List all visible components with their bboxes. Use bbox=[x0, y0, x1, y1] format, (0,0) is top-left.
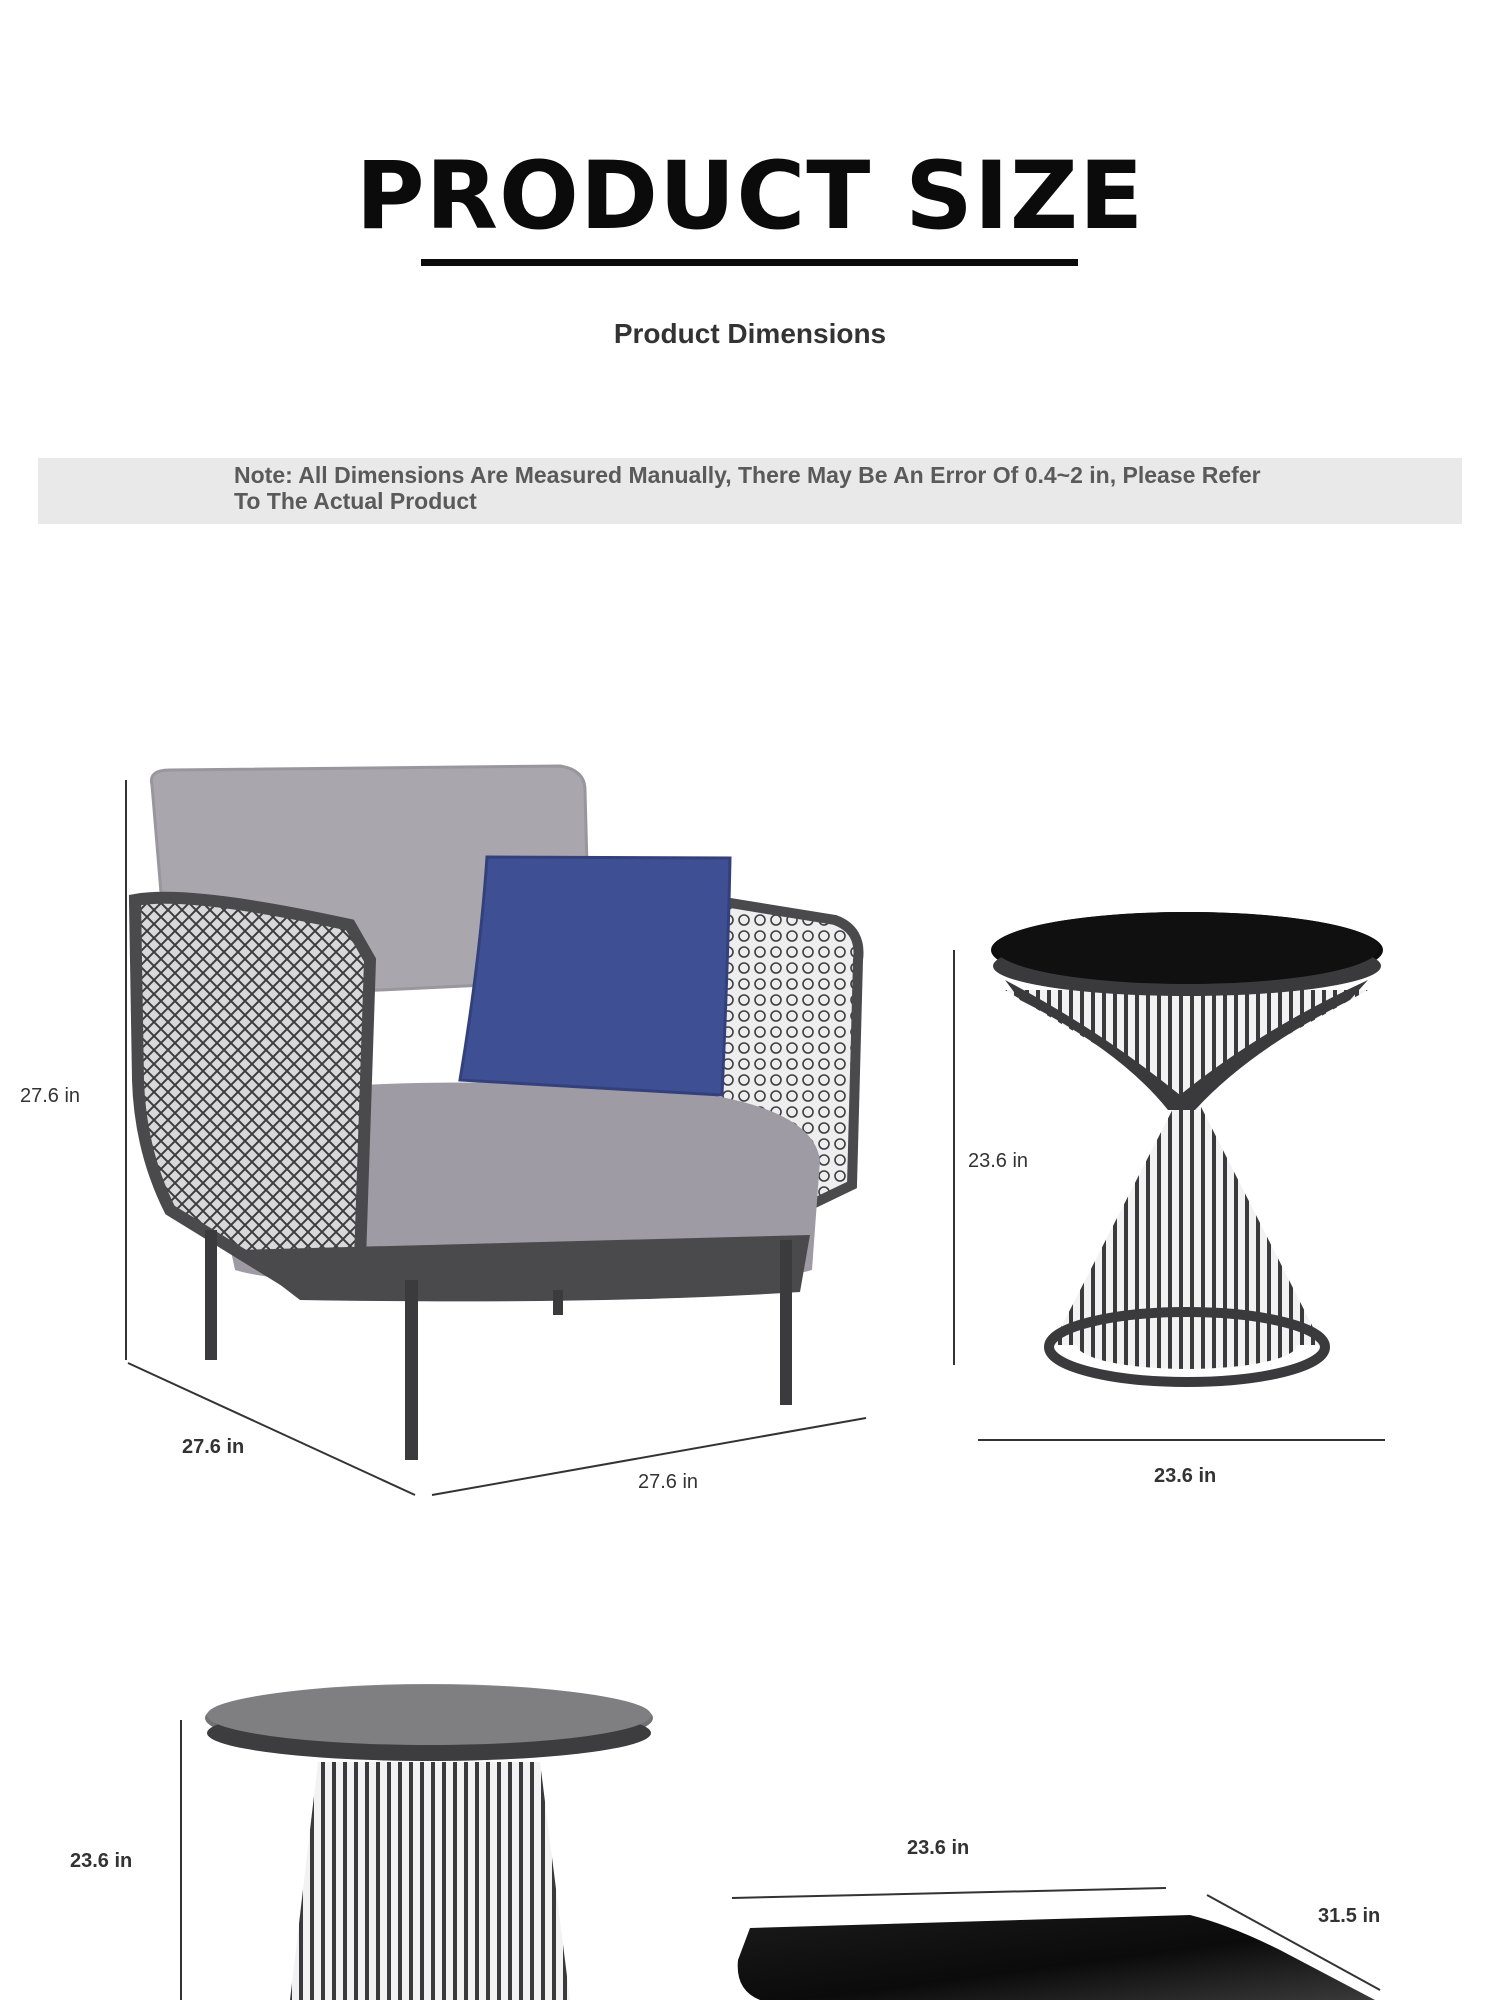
metal-side-table-illustration bbox=[205, 1684, 653, 2000]
coffee-table-illustration bbox=[738, 1915, 1375, 2000]
page-title: PRODUCT SIZE bbox=[355, 142, 1145, 251]
armchair-depth-line bbox=[128, 1363, 415, 1495]
armchair-illustration bbox=[135, 766, 859, 1460]
note-text: Note: All Dimensions Are Measured Manually, There May Be An Error Of 0.4~2 in, Please Refer To The Actual Product bbox=[234, 462, 1261, 514]
armchair-width-label: 27.6 in bbox=[638, 1471, 699, 1493]
coffee-table-depth-label: 31.5 in bbox=[1318, 1905, 1381, 1927]
wicker-table-width-label: 23.6 in bbox=[1154, 1465, 1217, 1487]
armchair-depth-label: 27.6 in bbox=[182, 1436, 245, 1458]
wicker-table-height-label: 23.6 in bbox=[968, 1150, 1029, 1172]
page-subtitle: Product Dimensions bbox=[613, 318, 887, 349]
coffee-table-width-line bbox=[732, 1888, 1166, 1898]
metal-table-height-label: 23.6 in bbox=[70, 1850, 133, 1872]
armchair-height-label: 27.6 in bbox=[20, 1085, 81, 1107]
wicker-side-table-illustration bbox=[991, 912, 1383, 1382]
coffee-table-width-label: 23.6 in bbox=[907, 1837, 970, 1859]
